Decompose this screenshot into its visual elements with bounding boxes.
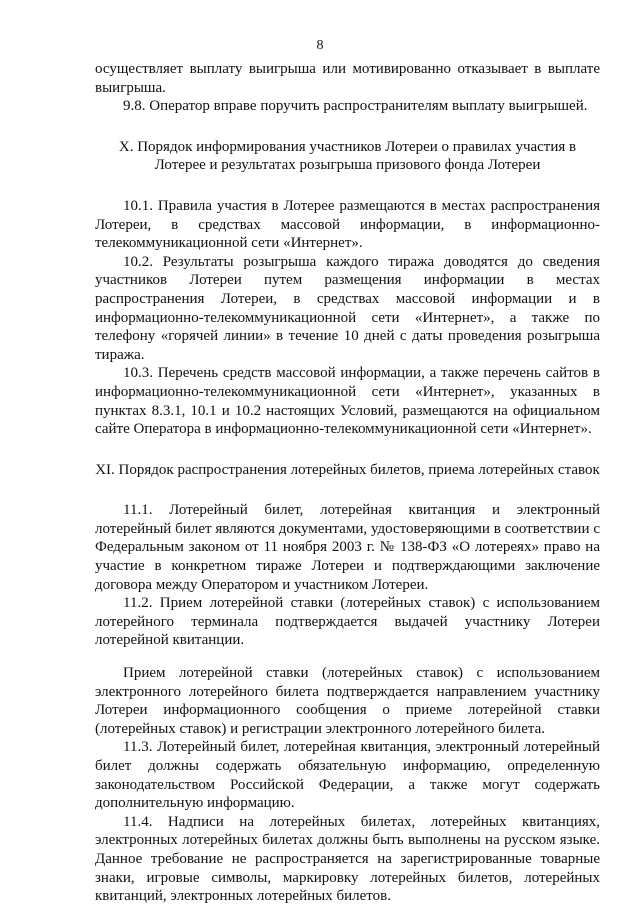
paragraph-9-8: 9.8. Оператор вправе поручить распространителям выплату выигрышей.: [123, 98, 588, 115]
section-11-heading: XI. Порядок распространения лотерейных билетов, приема лотерейных ставок: [95, 461, 600, 478]
paragraph-10-1: 10.1. Правила участия в Лотерее размещаются в местах распространения Лотереи, в средствах массовой информации, в информационно-телекоммуникационной сети «Интернет».: [95, 197, 600, 252]
paragraph-11-2-electronic: Прием лотерейной ставки (лотерейных ставок) с использованием электронного лотерейного билета подтверждается направлением участнику Лотереи информационного сообщения о приеме лотерейной ставки (лотерейных ставок) и регистрации электронного лотерейного билета.: [95, 665, 600, 737]
paragraph-11-4: 11.4. Надписи на лотерейных билетах, лотерейных квитанциях, электронных лотерейных билетах должны быть выполнены на русском языке. Данное требование не распространяется на зарегистрированные товарные знаки, игровые символы, маркировку лотерейных билетов, лотерейных квитанций, электронных лотерейных билетов.: [95, 813, 600, 905]
paragraph-11-2: 11.2. Прием лотерейной ставки (лотерейных ставок) с использованием лотерейного терминала подтверждается выдачей участнику Лотереи лотерейной квитанции.: [95, 595, 600, 649]
paragraph-10-3: 10.3. Перечень средств массовой информации, а также перечень сайтов в информационно-телекоммуникационной сети «Интернет», указанных в пунктах 8.3.1, 10.1 и 10.2 настоящих Условий, размещаются на официальном сайте Оператора в информационно-телекоммуникационной сети «Интернет».: [95, 365, 600, 438]
paragraph-9-7-continuation: осуществляет выплату выигрыша или мотивированно отказывает в выплате выигрыша.: [95, 61, 600, 96]
paragraph-10-2: 10.2. Результаты розыгрыша каждого тиража доводятся до сведения участников Лотереи путем размещения информации в местах распространения Лотереи, в средствах массовой информации и в информационно-телекоммуникационной сети «Интернет», а также по телефону «горячей линии» в течение 10 дней с даты проведения розыгрыша тиража.: [95, 253, 600, 363]
paragraph-11-3: 11.3. Лотерейный билет, лотерейная квитанция, электронный лотерейный билет должны содержать обязательную информацию, определенную законодательством Российской Федерации, а также могут содержать дополнительную информацию.: [95, 739, 600, 812]
document-body: [95, 60, 600, 906]
page-number: 8: [316, 38, 324, 53]
section-10-heading: X. Порядок информирования участников Лотереи о правилах участия в Лотерее и результатах розыгрыша призового фонда Лотереи: [118, 138, 577, 174]
paragraph-11-1: 11.1. Лотерейный билет, лотерейная квитанция и электронный лотерейный билет являются документами, удостоверяющими в соответствии с Федеральным законом от 11 ноября 2003 г. № 138-ФЗ «О лотереях» право на участие в конкретном тираже Лотереи и подтверждающими заключение договора между Оператором и участником Лотереи.: [95, 502, 600, 593]
